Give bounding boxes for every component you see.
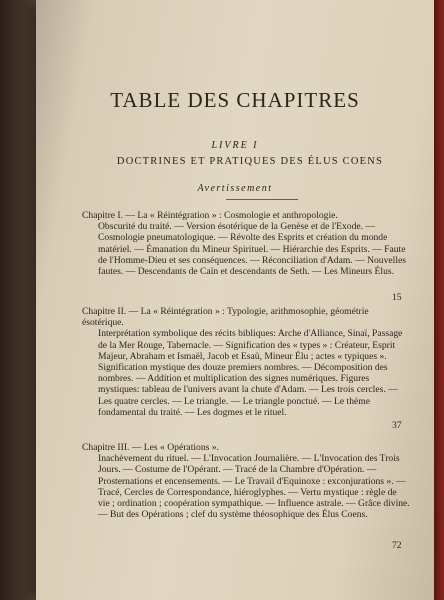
- chapter-entry-2: [82, 306, 410, 418]
- chapter-heading: Chapitre II. — La « Réintégration » : Typologie, arithmosophie, géométrie ésotérique.: [82, 306, 369, 329]
- chapter-page-number: 37: [392, 420, 402, 431]
- chapter-summary: Obscurité du traité. — Version ésotérique de la Genèse et de l'Exode. — Cosmologie pneumatologique. — Révolte des Esprits et création du monde matériel. — Émanation du Mineur Spirituel. — Hiérarchie des Esprits. — Faute de l'Homme-Dieu et ses conséquences. — Réconciliation d'Adam. — Nouvelles fautes. — Descendants de Caïn et descendants de Seth. — Les Mineurs Élus.: [98, 221, 406, 278]
- chapter-summary: Inachèvement du rituel. — L'Invocation Journalière. — L'Invocation des Trois Jours. — Costume de l'Opérant. — Tracé de la Chambre d'Opération. — Prosternations et encensements. — Le Travail d'Equinoxe : exconjurations ». — Tracé, Cercles de Correspondance, hiéroglyphes. — Vertu mystique : règle de vie ; ordination ; coopération sympathique. — Influence astrale. — Grâce divine. — But des Opérations ; clef du système théosophique des Élus Coens.: [98, 453, 410, 521]
- livre-heading: LIVRE I: [211, 140, 259, 151]
- chapter-summary: Interprétation symbolique des récits bibliques: Arche d'Alliance, Sinaï, Passage de la Mer Rouge, Tabernacle. — Signification des « types » : Créateur, Esprit Majeur, Abraham et Ismaël, Jacob et Esaü, Mineur Élu ; actes « typiques ». Signification mystique des douze premiers nombres. — Décomposition des nombres. — Addition et multiplication des signes numériques. Figures mystiques: tableau de l'univers avant la chute d'Adam. — Les trois cercles. — Les quatre cercles. — Le triangle. — Le triangle ponctué. — Le thème fondamental du traité. — Les dogmes et le rituel.: [98, 328, 403, 418]
- chapter-heading: Chapitre I. — La « Réintégration » : Cosmologie et anthropologie.: [82, 210, 338, 221]
- avertissement-heading: Avertissement: [197, 183, 273, 194]
- chapter-heading: Chapitre III. — Les « Opérations ».: [82, 442, 219, 453]
- page-title: TABLE DES CHAPITRES: [110, 88, 360, 112]
- chapter-page-number: 15: [392, 292, 402, 303]
- book-page: [36, 0, 434, 600]
- chapter-entry-3: [82, 442, 410, 520]
- book-cover-edge: [434, 0, 444, 600]
- chapter-page-number: 72: [392, 540, 402, 551]
- chapter-entry-1: [82, 210, 410, 277]
- divider-rule: [226, 199, 298, 200]
- section-subtitle: DOCTRINES ET PRATIQUES DES ÉLUS COENS: [116, 156, 384, 167]
